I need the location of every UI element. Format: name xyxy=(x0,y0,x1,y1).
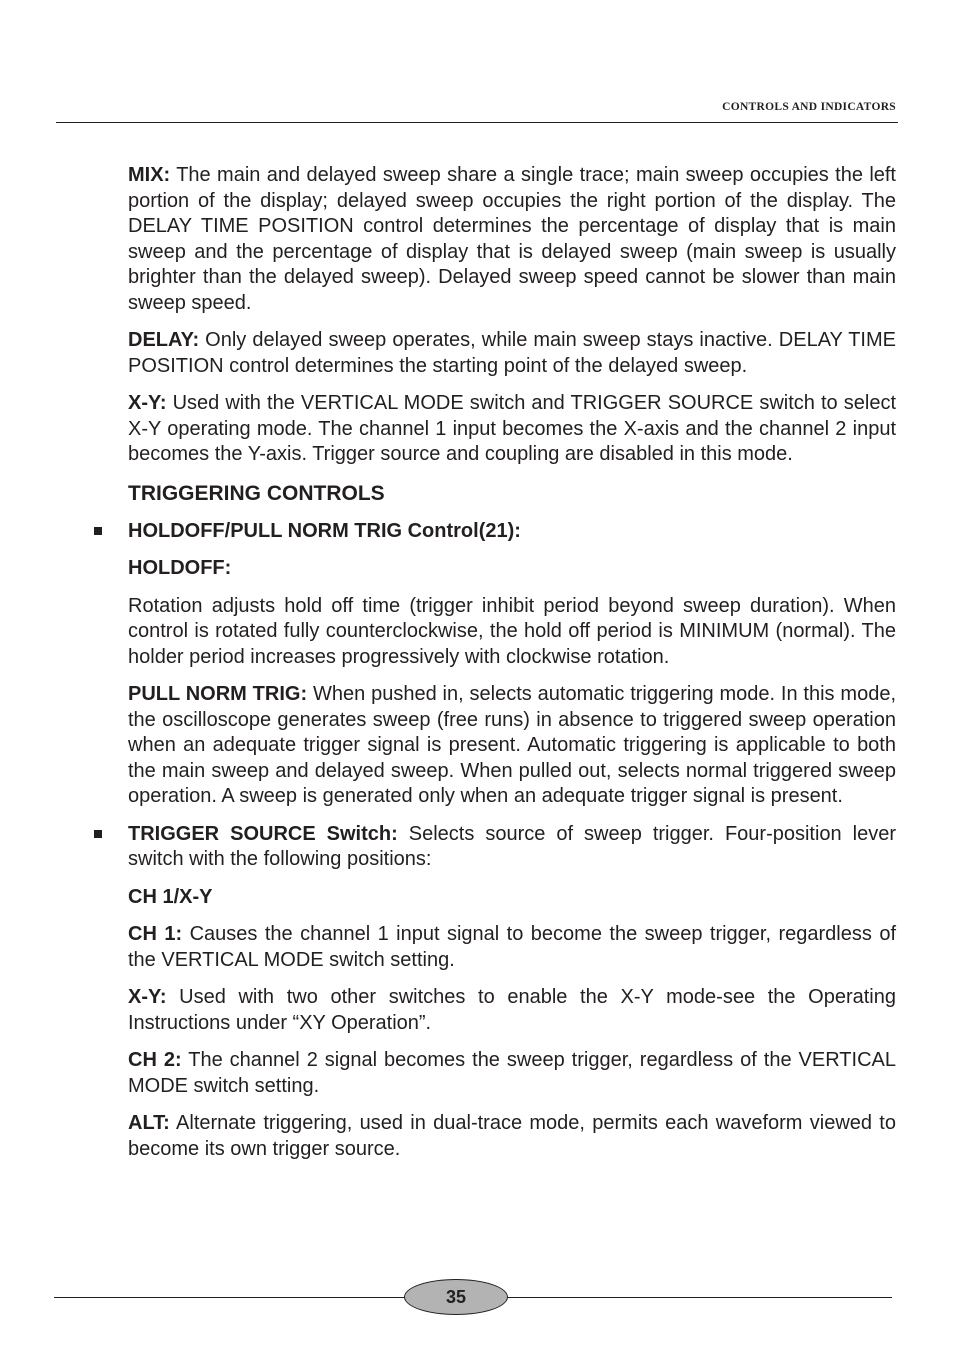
ch1-xy-label: CH 1/X-Y xyxy=(128,885,213,908)
ch2-text: The channel 2 signal becomes the sweep trigger, regardless of the VERTICAL MODE switch setting. xyxy=(128,1049,896,1097)
trigger-source-item xyxy=(128,822,896,873)
pull-norm-label: PULL NORM TRIG: xyxy=(128,683,308,705)
running-head: CONTROLS AND INDICATORS xyxy=(722,101,896,113)
header-rule xyxy=(56,122,898,123)
delay-text: Only delayed sweep operates, while main sweep stays inactive. DELAY TIME POSITION control determines the starting point of the delayed sweep. xyxy=(128,329,896,377)
holdoff-label: HOLDOFF: xyxy=(128,557,232,579)
alt-label: ALT: xyxy=(128,1112,170,1134)
xy2-label: X-Y: xyxy=(128,986,167,1008)
page-body xyxy=(128,163,896,1174)
trigger-source-label: TRIGGER SOURCE Switch: xyxy=(128,822,398,845)
xy2-text: Used with two other switches to enable the X-Y mode-see the Operating Instructions under “XY Operation”. xyxy=(128,986,896,1034)
ch1-label: CH 1: xyxy=(128,923,183,945)
alt-paragraph xyxy=(128,1111,896,1162)
xy2-paragraph xyxy=(128,985,896,1036)
pull-norm-paragraph xyxy=(128,682,896,810)
mix-paragraph xyxy=(128,163,896,316)
trigger-source-text: Selects source of sweep trigger. Four-position lever switch with the following positions: xyxy=(128,822,897,870)
ch2-paragraph xyxy=(128,1048,896,1099)
delay-paragraph xyxy=(128,328,896,379)
holdoff-paragraph: Rotation adjusts hold off time (trigger inhibit period beyond sweep duration). When control is rotated fully counterclockwise, the hold off period is MINIMUM (normal). The holder period increases progressively with clockwise rotation. xyxy=(128,594,896,668)
alt-text: Alternate triggering, used in dual-trace mode, permits each waveform viewed to become its own trigger source. xyxy=(128,1112,896,1160)
ch1-paragraph xyxy=(128,922,896,973)
holdoff-control-item: HOLDOFF/PULL NORM TRIG Control(21): xyxy=(128,519,896,545)
page-number: 35 xyxy=(404,1279,508,1315)
mix-label: MIX: xyxy=(128,164,171,186)
xy-text: Used with the VERTICAL MODE switch and TRIGGER SOURCE switch to select X-Y operating mode. The channel 1 input becomes the X-axis and the channel 2 input becomes the Y-axis. Trigger source and coupling are disabled in this mode. xyxy=(128,392,896,465)
xy-paragraph xyxy=(128,391,896,468)
delay-label: DELAY: xyxy=(128,329,200,351)
ch1-text: Causes the channel 1 input signal to become the sweep trigger, regardless of the VERTICAL MODE switch setting. xyxy=(128,923,896,971)
mix-text: The main and delayed sweep share a single trace; main sweep occupies the left portion of the display; delayed sweep occupies the right portion of the display. The DELAY TIME POSITION control determines the percentage of display that is main sweep and the percentage of display that is delayed sweep (main sweep is usually brighter than the delayed sweep). Delayed sweep speed cannot be slower than main sweep speed. xyxy=(128,164,896,314)
section-heading: TRIGGERING CONTROLS xyxy=(128,481,385,505)
pull-norm-text: When pushed in, selects automatic triggering mode. In this mode, the oscilloscope generates sweep (free runs) in absence to triggered sweep operation when an adequate trigger signal is present. Automatic triggering is applicable to both the main sweep and delayed sweep. When pulled out, selects normal triggered sweep operation. A sweep is generated only when an adequate trigger signal is present. xyxy=(128,683,897,807)
xy-label: X-Y: xyxy=(128,392,167,414)
ch2-label: CH 2: xyxy=(128,1049,182,1071)
